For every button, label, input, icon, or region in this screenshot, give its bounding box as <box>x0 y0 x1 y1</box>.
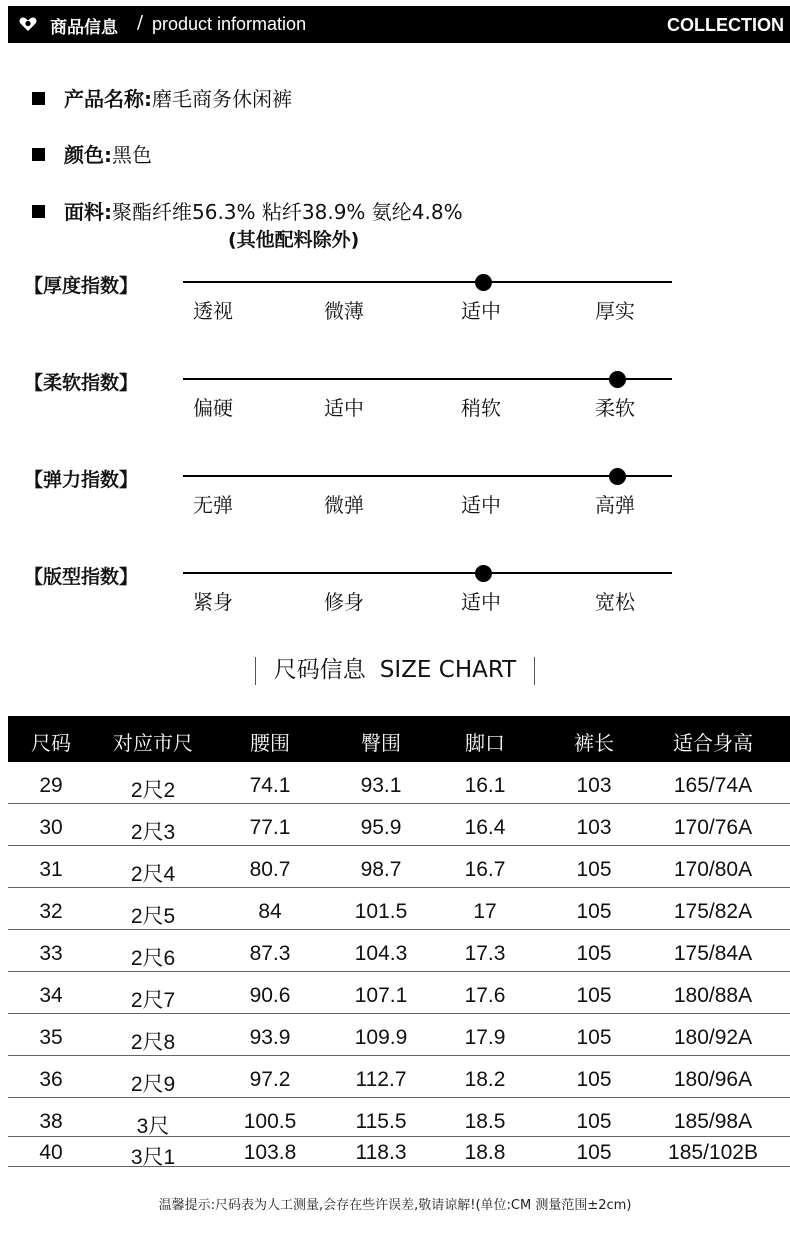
table-cell: 18.8 <box>464 1141 506 1164</box>
table-cell: 84 <box>258 900 282 923</box>
table-cell: 105 <box>576 858 612 881</box>
table-cell: 95.9 <box>360 816 402 839</box>
footer-note: 温馨提示:尺码表为人工测量,会存在些许误差,敬请谅解!(单位:CM 测量范围±2cm) <box>158 1198 632 1213</box>
size-chart-heading <box>0 651 790 685</box>
scale-marker <box>609 468 626 485</box>
table-row <box>8 888 790 930</box>
header-separator: / <box>137 12 144 33</box>
table-cell: 29 <box>39 774 63 797</box>
table-cell: 35 <box>39 1026 63 1049</box>
header-title-en: product information <box>152 14 307 34</box>
scale-option: 柔软 <box>595 396 635 420</box>
heading-divider-right <box>534 657 535 685</box>
column-header: 对应市尺 <box>113 731 193 755</box>
table-cell: 103 <box>576 774 612 797</box>
scale-option: 适中 <box>324 396 364 420</box>
table-row <box>8 1098 790 1137</box>
table-cell: 18.2 <box>464 1068 506 1091</box>
scale-option: 微薄 <box>324 299 364 323</box>
table-cell: 31 <box>39 858 63 881</box>
table-cell: 40 <box>39 1141 63 1164</box>
table-cell: 109.9 <box>354 1026 408 1049</box>
table-cell: 165/74A <box>673 774 753 797</box>
product-fabric-label: 面料: <box>64 200 112 224</box>
scale-track <box>183 281 672 283</box>
table-cell: 38 <box>39 1110 63 1133</box>
table-cell: 17 <box>473 900 497 923</box>
size-table-header <box>8 716 790 762</box>
index-label: 【厚度指数】 <box>24 275 139 297</box>
table-cell: 93.9 <box>249 1026 291 1049</box>
column-header: 尺码 <box>31 731 71 755</box>
product-fabric-value: 聚酯纤维56.3% 粘纤38.9% 氨纶4.8% <box>112 200 463 224</box>
table-cell: 118.3 <box>355 1141 407 1164</box>
table-cell: 170/76A <box>673 816 753 839</box>
scale-option: 无弹 <box>193 493 233 517</box>
scale-option: 厚实 <box>595 299 635 323</box>
table-cell: 105 <box>576 1068 612 1091</box>
scale-track <box>183 572 672 574</box>
table-row <box>8 804 790 846</box>
table-cell: 34 <box>39 984 63 1007</box>
scale-option: 紧身 <box>193 590 233 614</box>
product-name-label: 产品名称: <box>64 87 152 111</box>
scale-marker <box>609 371 626 388</box>
table-cell: 185/98A <box>673 1110 753 1133</box>
table-cell: 2尺5 <box>130 905 176 928</box>
table-cell: 101.5 <box>354 900 408 923</box>
scale-option: 微弹 <box>324 493 364 517</box>
table-cell: 30 <box>39 816 63 839</box>
column-header: 裤长 <box>574 731 614 755</box>
table-cell: 2尺6 <box>130 947 176 970</box>
scale-option: 稍软 <box>461 396 501 420</box>
scale-option: 宽松 <box>595 590 635 614</box>
index-label: 【柔软指数】 <box>24 372 139 394</box>
table-cell: 115.5 <box>355 1110 407 1133</box>
product-fabric-row <box>32 196 463 225</box>
table-cell: 80.7 <box>249 858 291 881</box>
table-cell: 17.6 <box>464 984 506 1007</box>
table-cell: 77.1 <box>249 816 291 839</box>
product-color-row <box>32 139 152 168</box>
table-cell: 3尺1 <box>130 1146 176 1169</box>
table-cell: 74.1 <box>249 774 291 797</box>
table-cell: 103.8 <box>243 1141 297 1164</box>
scale-track <box>183 475 672 477</box>
table-cell: 90.6 <box>249 984 291 1007</box>
table-cell: 180/92A <box>673 1026 753 1049</box>
table-cell: 2尺9 <box>130 1073 176 1096</box>
header-bar <box>8 6 790 43</box>
table-cell: 3尺 <box>136 1115 170 1138</box>
square-bullet-icon <box>32 205 45 218</box>
table-row <box>8 846 790 888</box>
table-cell: 17.9 <box>464 1026 506 1049</box>
table-row <box>8 1137 790 1167</box>
table-cell: 105 <box>576 1110 612 1133</box>
table-cell: 104.3 <box>354 942 408 965</box>
column-header: 适合身高 <box>673 731 753 755</box>
table-cell: 105 <box>576 900 612 923</box>
product-name-row <box>32 83 292 112</box>
table-cell: 2尺3 <box>130 821 176 844</box>
table-cell: 16.4 <box>464 816 506 839</box>
product-color-label: 颜色: <box>64 143 112 167</box>
table-cell: 105 <box>576 1026 612 1049</box>
size-chart-heading-en: SIZE CHART <box>379 657 517 683</box>
table-cell: 175/84A <box>673 942 753 965</box>
scale-option: 高弹 <box>595 493 635 517</box>
table-cell: 18.5 <box>464 1110 506 1133</box>
column-header: 脚口 <box>465 731 505 755</box>
table-cell: 180/96A <box>673 1068 753 1091</box>
table-cell: 32 <box>39 900 63 923</box>
scale-marker <box>475 565 492 582</box>
table-cell: 33 <box>39 942 63 965</box>
table-cell: 100.5 <box>243 1110 297 1133</box>
table-cell: 103 <box>576 816 612 839</box>
table-cell: 2尺7 <box>130 989 176 1012</box>
table-cell: 107.1 <box>354 984 408 1007</box>
size-chart-heading-cn: 尺码信息 <box>273 657 366 683</box>
scale-option: 偏硬 <box>193 396 233 420</box>
square-bullet-icon <box>32 148 45 161</box>
product-color-value: 黑色 <box>112 143 152 167</box>
table-cell: 180/88A <box>673 984 753 1007</box>
table-row <box>8 972 790 1014</box>
table-cell: 105 <box>576 942 612 965</box>
scale-option: 透视 <box>193 299 233 323</box>
table-cell: 175/82A <box>673 900 753 923</box>
heading-divider-left <box>255 657 256 685</box>
table-cell: 185/102B <box>668 1141 758 1164</box>
heart-icon <box>18 14 38 34</box>
scale-marker <box>475 274 492 291</box>
table-cell: 2尺4 <box>130 863 176 886</box>
table-cell: 98.7 <box>360 858 402 881</box>
table-row <box>8 930 790 972</box>
scale-option: 修身 <box>324 590 364 614</box>
table-cell: 97.2 <box>249 1068 291 1091</box>
table-cell: 105 <box>576 1141 612 1164</box>
header-collection: COLLECTION <box>667 15 784 35</box>
index-label: 【弹力指数】 <box>24 469 139 491</box>
column-header: 臀围 <box>361 731 401 755</box>
table-cell: 2尺2 <box>130 779 176 802</box>
table-row <box>8 1014 790 1056</box>
table-cell: 170/80A <box>673 858 753 881</box>
table-cell: 16.7 <box>464 858 506 881</box>
table-cell: 16.1 <box>464 774 506 797</box>
table-cell: 112.7 <box>355 1068 407 1091</box>
table-cell: 105 <box>576 984 612 1007</box>
scale-option: 适中 <box>461 493 501 517</box>
table-cell: 36 <box>39 1068 63 1091</box>
table-row <box>8 1056 790 1098</box>
fabric-note: (其他配料除外) <box>228 229 360 251</box>
product-name-value: 磨毛商务休闲裤 <box>152 87 292 111</box>
scale-option: 适中 <box>461 299 501 323</box>
column-header: 腰围 <box>250 731 290 755</box>
scale-option: 适中 <box>461 590 501 614</box>
table-cell: 2尺8 <box>130 1031 176 1054</box>
table-cell: 17.3 <box>464 942 506 965</box>
square-bullet-icon <box>32 92 45 105</box>
table-row <box>8 762 790 804</box>
header-title-cn: 商品信息 <box>50 18 118 38</box>
table-cell: 93.1 <box>360 774 402 797</box>
table-cell: 87.3 <box>249 942 291 965</box>
index-label: 【版型指数】 <box>24 566 139 588</box>
scale-track <box>183 378 672 380</box>
